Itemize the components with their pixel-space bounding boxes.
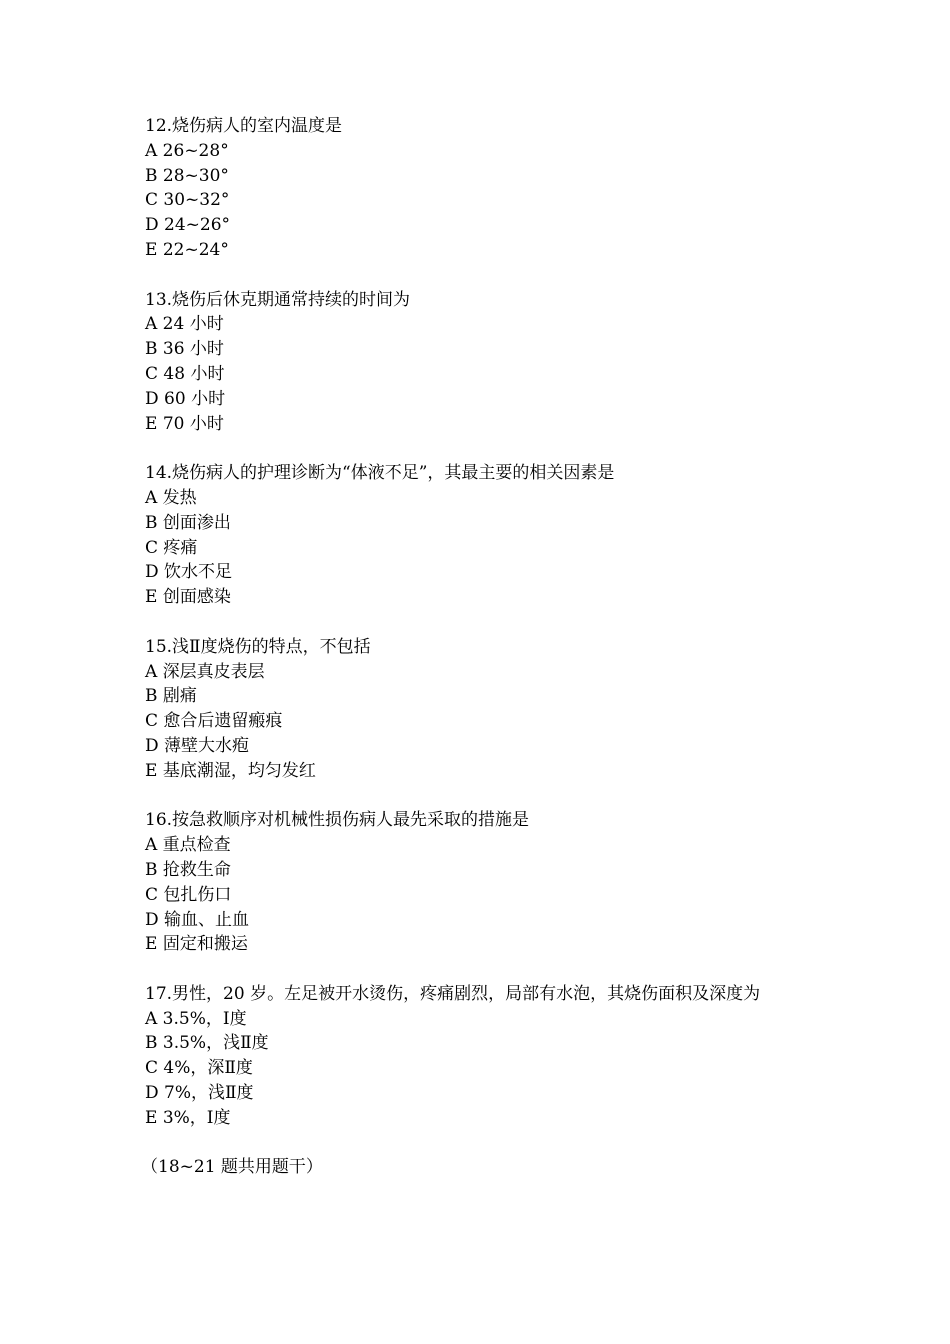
question-12 — [145, 114, 815, 263]
option-d: D 7%，浅Ⅱ度 — [145, 1083, 254, 1104]
question-stem: 15.浅Ⅱ度烧伤的特点，不包括 — [145, 636, 371, 657]
option-b: B 3.5%，浅Ⅱ度 — [145, 1033, 269, 1054]
option-d: D 输血、止血 — [145, 909, 250, 930]
question-16 — [145, 808, 815, 957]
option-e: E 3%，Ⅰ度 — [145, 1107, 231, 1128]
question-stem: 12.烧伤病人的室内温度是 — [145, 116, 343, 136]
option-c: C 4%，深Ⅱ度 — [145, 1058, 253, 1079]
option-a: A 3.5%，Ⅰ度 — [145, 1008, 247, 1029]
question-stem: 16.按急救顺序对机械性损伤病人最先采取的措施是 — [145, 810, 530, 831]
option-d: D 24~26° — [145, 215, 231, 236]
document-page — [141, 114, 815, 1180]
option-c: C 包扎伤口 — [145, 884, 232, 905]
option-e: E 基底潮湿，均匀发红 — [145, 760, 316, 781]
shared-stem-heading: （18~21 题共用题干） — [141, 1157, 323, 1178]
option-c: C 疼痛 — [145, 537, 198, 558]
option-d: D 薄壁大水疱 — [145, 735, 250, 756]
option-b: B 抢救生命 — [145, 859, 231, 880]
question-stem: 17.男性，20 岁。左足被开水烫伤，疼痛剧烈，局部有水泡，其烧伤面积及深度为 — [145, 983, 761, 1004]
option-e: E 创面感染 — [145, 587, 231, 608]
option-a: A 24 小时 — [145, 314, 224, 335]
question-17 — [145, 982, 815, 1131]
option-b: B 创面渗出 — [145, 512, 231, 533]
option-c: C 30~32° — [145, 190, 230, 211]
option-e: E 70 小时 — [145, 413, 224, 434]
option-b: B 剧痛 — [145, 686, 197, 707]
question-15 — [145, 635, 815, 784]
question-stem: 13.烧伤后休克期通常持续的时间为 — [145, 289, 411, 310]
option-a: A 发热 — [145, 487, 197, 508]
option-a: A 26~28° — [145, 140, 229, 161]
option-e: E 22~24° — [145, 239, 229, 260]
question-stem: 14.烧伤病人的护理诊断为“体液不足”，其最主要的相关因素是 — [145, 463, 615, 484]
option-e: E 固定和搬运 — [145, 934, 248, 955]
option-a: A 深层真皮表层 — [145, 661, 265, 682]
option-b: B 36 小时 — [145, 339, 224, 360]
question-13 — [145, 288, 815, 437]
option-b: B 28~30° — [145, 165, 229, 186]
option-c: C 48 小时 — [145, 363, 225, 384]
option-d: D 60 小时 — [145, 388, 226, 409]
option-a: A 重点检查 — [145, 835, 231, 856]
option-c: C 愈合后遗留瘢痕 — [145, 711, 283, 732]
question-14 — [145, 461, 815, 610]
option-d: D 饮水不足 — [145, 562, 233, 583]
